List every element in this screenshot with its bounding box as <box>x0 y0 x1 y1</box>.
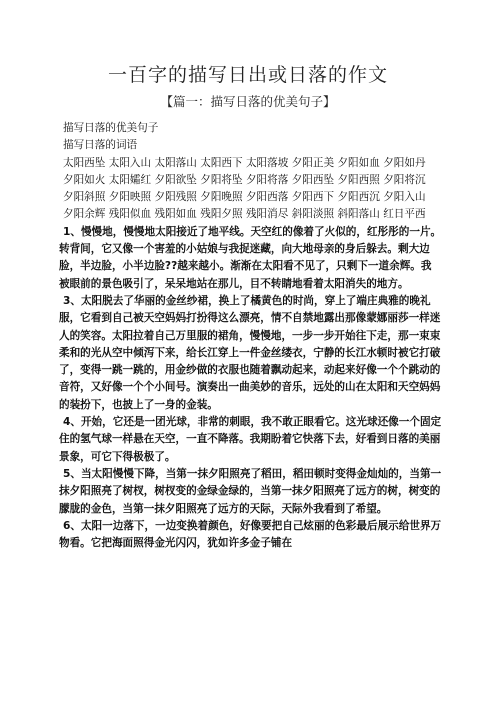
word-list-line: 夕阳如火 太阳孀红 夕阳欲坠 夕阳将坠 夕阳将落 夕阳西坠 夕阳西照 夕阳将沉 <box>63 173 426 186</box>
paragraph-5: 5、当太阳慢慢下降，当第一抹夕阳照亮了稻田，稻田顿时变得金灿灿的，当第一抹夕阳照亮了树杈，树杈变的金绿金绿的，当第一抹夕阳照亮了远方的树，树变的朦胧的金色，当第一抹夕阳照亮了远方的天际，天际外我看到了希望。 <box>59 467 442 515</box>
word-list-line: 夕阳余辉 残阳似血 残阳如血 残阳夕照 残阳消尽 斜阳淡照 斜阳落山 红日平西 <box>63 208 426 221</box>
paragraph-4: 4、开始，它还是一团光球，非常的刺眼，我不敢正眼看它。这光球还像一个固定住的氢气球一样悬在天空，一直不降落。我期盼着它快落下去，好看到日落的美丽景象，可它下得极极了。 <box>59 416 442 463</box>
paragraph-3: 3、太阳脱去了华丽的金丝纱裙，换上了橘黄色的时尚，穿上了端庄典雅的晚礼服，它看到自己被天空妈妈打扮得这么漂亮，情不自禁地露出那像蒙娜丽莎一样迷人的笑容。太阳拉着自己万里服的裙角，慢慢地，一步一步开始往下走，那一束束柔和的光从空中倾泻下来，给长江穿上一件金丝缕衣，宁静的长江水顿时被它打破了，变得一跳一跳的，用金纱做的衣服也随着飘动起来，动起来好像一个个跳动的音符，又好像一个个小间号。演奏出一曲美妙的音乐，远处的山在太阳和天空妈妈的装扮下，也披上了一身的金装。 <box>59 294 441 411</box>
word-list-line: 夕阳斜照 夕阳映照 夕阳残照 夕阳晚照 夕阳西落 夕阳西下 夕阳西沉 夕阳入山 <box>63 191 426 204</box>
paragraph-6: 6、太阳一边落下，一边变换着颜色，好像要把自己炫丽的色彩最后展示给世界万物看。它把海面照得金光闪闪，犹如许多金子铺在 <box>59 519 442 550</box>
word-list-line: 太阳西坠 太阳入山 太阳落山 太阳西下 太阳落坡 夕阳正美 夕阳如血 夕阳如丹 <box>63 156 426 169</box>
section-heading: 描写日落的优美句子 <box>63 122 159 134</box>
section-subheading: 描写日落的词语 <box>63 139 138 152</box>
document-body <box>59 120 442 552</box>
paragraph-1: 1、慢慢地，慢慢地太阳接近了地平线。天空红的像着了火似的，红彤彤的一片。转背间，它又像一个害羞的小姑娘与我捉迷藏，向大地母亲的身后躲去。剩大边脸，半边脸，小半边脸??越来越小。渐渐在太阳看不见了，只剩下一道余辉。我被眼前的景色吸引了，呆呆地站在那儿，目不转睛地看着太阳消失的地方。 <box>59 225 442 290</box>
document-title: 一百字的描写日出或日落的作文 <box>107 64 388 86</box>
document-subtitle: 【篇一：描写日落的优美句子】 <box>160 94 336 109</box>
